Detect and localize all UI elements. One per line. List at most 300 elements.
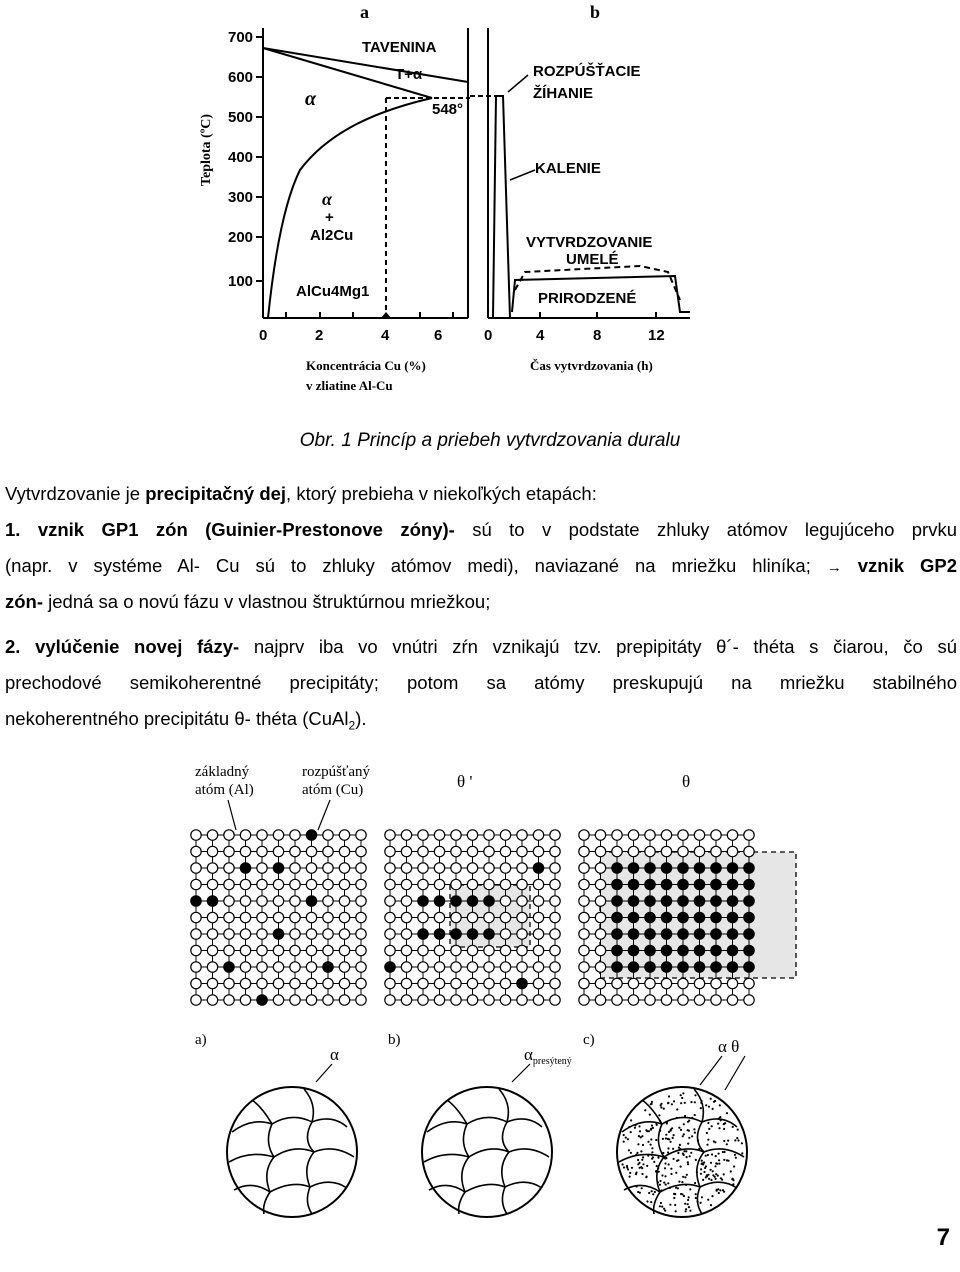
base-atom: [434, 863, 444, 873]
base-atom: [451, 879, 461, 889]
precipitate-dot: [711, 1195, 713, 1197]
base-atom: [500, 945, 510, 955]
precipitate-dot: [627, 1138, 629, 1140]
item2-line2: [5, 665, 957, 701]
solute-atom: [711, 879, 721, 889]
precipitate-dot: [714, 1165, 716, 1167]
solute-atom: [694, 879, 704, 889]
label-base-2: atóm (Al): [195, 782, 254, 798]
precipitate-dot: [684, 1102, 686, 1104]
base-atom: [533, 995, 543, 1005]
label-plus: +: [325, 209, 334, 226]
base-atom: [595, 929, 605, 939]
precipitate-dot: [708, 1106, 710, 1108]
precipitate-dot: [666, 1121, 668, 1123]
base-atom: [451, 978, 461, 988]
precipitate-dot: [663, 1208, 665, 1210]
base-atom: [628, 830, 638, 840]
precipitate-dot: [705, 1155, 707, 1157]
x-title-a-2: v zliatine Al-Cu: [306, 378, 393, 393]
base-atom: [385, 896, 395, 906]
base-atom: [533, 879, 543, 889]
base-atom: [727, 846, 737, 856]
precipitate-dot: [712, 1170, 714, 1172]
base-atom: [224, 945, 234, 955]
precipitate-dot: [707, 1199, 709, 1201]
precipitate-dot: [671, 1103, 673, 1105]
precipitate-dot: [660, 1106, 662, 1108]
solute-atom: [612, 863, 622, 873]
precipitate-dot: [732, 1178, 734, 1180]
precipitate-dot: [660, 1189, 662, 1191]
precipitate-dot: [741, 1152, 743, 1154]
base-atom: [290, 978, 300, 988]
precipitate-dot: [650, 1138, 652, 1140]
solute-atom: [744, 945, 754, 955]
item1-line3-text: jedná sa o novú fázu v vlastnou štruktúrnou mriežkou;: [43, 591, 491, 612]
precipitate-dot: [700, 1168, 702, 1170]
grain-circle: [227, 1087, 357, 1217]
precipitate-dot: [678, 1127, 680, 1129]
base-atom: [517, 896, 527, 906]
precipitate-dot: [686, 1174, 688, 1176]
solute-atom: [694, 896, 704, 906]
precipitate-dot: [716, 1189, 718, 1191]
item2-line1: [5, 629, 957, 665]
base-atom: [645, 995, 655, 1005]
precipitate-dot: [654, 1191, 656, 1193]
solute-atom: [694, 945, 704, 955]
precipitate-dot: [700, 1173, 702, 1175]
precipitate-dot: [657, 1167, 659, 1169]
base-atom: [579, 912, 589, 922]
solute-atom: [628, 945, 638, 955]
base-atom: [191, 929, 201, 939]
precipitate-dot: [650, 1201, 652, 1203]
solute-atom: [612, 945, 622, 955]
base-atom: [500, 863, 510, 873]
base-atom: [323, 995, 333, 1005]
base-atom: [273, 846, 283, 856]
precipitate-dot: [640, 1150, 642, 1152]
precipitate-dot: [718, 1153, 720, 1155]
base-atom: [207, 929, 217, 939]
item2-line2-text: prechodové semikoherentné precipitáty; potom sa atómy preskupujú na mriežku stabilného: [5, 672, 957, 693]
base-atom: [467, 879, 477, 889]
precipitate-dot: [678, 1149, 680, 1151]
base-atom: [401, 879, 411, 889]
base-atom: [306, 978, 316, 988]
solute-atom: [661, 912, 671, 922]
base-atom: [628, 995, 638, 1005]
precipitate-dot: [723, 1173, 725, 1175]
base-atom: [595, 896, 605, 906]
base-atom: [579, 830, 589, 840]
y-tick-700: 700: [228, 29, 254, 46]
base-atom: [306, 912, 316, 922]
x-title-b: Čas vytvrdzovania (h): [530, 358, 653, 373]
precipitate-dot: [736, 1137, 738, 1139]
precipitate-dot: [679, 1144, 681, 1146]
base-atom: [550, 863, 560, 873]
precipitate-dot: [622, 1163, 624, 1165]
base-atom: [240, 846, 250, 856]
base-atom: [727, 978, 737, 988]
solute-atom: [467, 896, 477, 906]
base-atom: [595, 945, 605, 955]
item1-line2-text: (napr. v systéme Al- Cu sú to zhluky atómov medi), naviazané na mriežku hliníka;: [5, 555, 811, 576]
precipitate-dot: [713, 1101, 715, 1103]
precipitate-dot: [695, 1159, 697, 1161]
solute-atom: [678, 863, 688, 873]
solute-atom: [434, 929, 444, 939]
heat-treatment-figure: [0, 0, 960, 420]
precipitate-dot: [726, 1112, 728, 1114]
solute-atom: [612, 912, 622, 922]
solute-atom: [484, 929, 494, 939]
base-atom: [240, 978, 250, 988]
base-atom: [385, 830, 395, 840]
precipitate-dot: [658, 1114, 660, 1116]
base-atom: [207, 879, 217, 889]
precipitate-dot: [733, 1165, 735, 1167]
precipitate-dot: [628, 1149, 630, 1151]
base-atom: [579, 962, 589, 972]
base-atom: [385, 863, 395, 873]
solute-atom: [418, 896, 428, 906]
base-atom: [306, 863, 316, 873]
base-atom: [418, 863, 428, 873]
base-atom: [418, 830, 428, 840]
precipitate-dot: [635, 1173, 637, 1175]
grain-circles: [227, 1087, 747, 1217]
precipitate-dot: [685, 1208, 687, 1210]
precipitate-dot: [719, 1104, 721, 1106]
base-atom: [191, 879, 201, 889]
base-atom: [711, 978, 721, 988]
precipitate-dot: [628, 1126, 630, 1128]
base-atom: [533, 912, 543, 922]
label-base-1: základný: [195, 764, 250, 780]
base-atom: [678, 830, 688, 840]
precipitate-dot: [647, 1155, 649, 1157]
base-atom: [191, 962, 201, 972]
base-atom: [290, 945, 300, 955]
precipitate-dot: [663, 1182, 665, 1184]
base-atom: [550, 929, 560, 939]
precipitate-dot: [670, 1141, 672, 1143]
base-atom: [678, 995, 688, 1005]
item2-line3-text: nekoherentného precipitátu θ- théta (CuAl: [5, 708, 349, 729]
base-atom: [579, 896, 589, 906]
base-atom: [191, 912, 201, 922]
precipitate-dot: [658, 1171, 660, 1173]
precipitate-dot: [674, 1204, 676, 1206]
base-atom: [207, 863, 217, 873]
solute-atom: [744, 879, 754, 889]
precipitate-dot: [682, 1092, 684, 1094]
base-atom: [434, 995, 444, 1005]
precipitate-dot: [645, 1176, 647, 1178]
base-atom: [550, 945, 560, 955]
base-atom: [612, 995, 622, 1005]
figure-caption: Obr. 1 Princíp a priebeh vytvrdzovania duralu: [299, 430, 681, 451]
base-atom: [339, 945, 349, 955]
label-zihanie: ŽÍHANIE: [533, 85, 593, 102]
precipitate-dot: [682, 1135, 684, 1137]
lattice-grids: [191, 830, 754, 1005]
precipitate-dot: [641, 1167, 643, 1169]
precipitate-dot: [671, 1127, 673, 1129]
base-atom: [356, 846, 366, 856]
solute-atom: [385, 962, 395, 972]
base-atom: [451, 995, 461, 1005]
label-kalenie: KALENIE: [535, 160, 601, 177]
base-atom: [595, 962, 605, 972]
precipitate-dot: [732, 1126, 734, 1128]
precipitate-dot: [664, 1175, 666, 1177]
precipitate-dot: [672, 1148, 674, 1150]
precipitate-dot: [697, 1201, 699, 1203]
solute-atom: [645, 879, 655, 889]
precipitate-dot: [694, 1182, 696, 1184]
base-atom: [579, 879, 589, 889]
base-atom: [595, 846, 605, 856]
precipitate-dot: [688, 1137, 690, 1139]
precipitate-dot: [694, 1101, 696, 1103]
precipitate-dot: [662, 1138, 664, 1140]
paragraph-intro: [5, 476, 957, 512]
base-atom: [290, 962, 300, 972]
precipitate-dot: [707, 1154, 709, 1156]
precipitate-dot: [668, 1095, 670, 1097]
base-atom: [191, 830, 201, 840]
base-atom: [678, 846, 688, 856]
label-al2cu: Al2Cu: [310, 227, 354, 244]
solute-atom: [711, 962, 721, 972]
base-atom: [517, 945, 527, 955]
base-atom: [339, 830, 349, 840]
y-tick-400: 400: [228, 149, 254, 166]
base-atom: [191, 995, 201, 1005]
base-atom: [290, 846, 300, 856]
precipitate-dot: [726, 1143, 728, 1145]
precipitate-dot: [623, 1141, 625, 1143]
solute-atom: [645, 912, 655, 922]
solute-atom: [628, 863, 638, 873]
precipitate-dot: [710, 1179, 712, 1181]
precipitate-dot: [702, 1179, 704, 1181]
y-tick-500: 500: [228, 109, 254, 126]
precipitate-dot: [688, 1130, 690, 1132]
solute-atom: [240, 863, 250, 873]
base-atom: [595, 830, 605, 840]
solute-atom: [645, 962, 655, 972]
base-atom: [517, 929, 527, 939]
precipitate-dot: [642, 1163, 644, 1165]
precipitate-dot: [626, 1165, 628, 1167]
precipitate-dot: [630, 1119, 632, 1121]
solute-atom: [628, 962, 638, 972]
precipitate-dot: [629, 1176, 631, 1178]
base-atom: [434, 945, 444, 955]
solute-atom: [612, 929, 622, 939]
precipitate-dot: [703, 1171, 705, 1173]
base-atom: [356, 945, 366, 955]
base-atom: [612, 830, 622, 840]
solute-atom: [744, 962, 754, 972]
base-atom: [356, 995, 366, 1005]
solute-atom: [191, 896, 201, 906]
base-atom: [385, 912, 395, 922]
base-atom: [579, 945, 589, 955]
precipitate-dot: [718, 1159, 720, 1161]
precipitate-dot: [680, 1094, 682, 1096]
base-atom: [744, 830, 754, 840]
base-atom: [356, 863, 366, 873]
precipitate-dot: [667, 1138, 669, 1140]
x-tick-b-0: 0: [484, 327, 493, 344]
precipitate-dot: [664, 1157, 666, 1159]
base-atom: [257, 978, 267, 988]
x-title-a-1: Koncentrácia Cu (%): [306, 358, 426, 373]
precipitate-dot: [680, 1129, 682, 1131]
base-atom: [306, 962, 316, 972]
precipitate-dot: [677, 1152, 679, 1154]
precipitate-dot: [664, 1167, 666, 1169]
grain-circle: [422, 1087, 552, 1217]
precipitate-dot: [673, 1197, 675, 1199]
base-atom: [273, 879, 283, 889]
precipitate-dot: [707, 1122, 709, 1124]
precipitate-dot: [682, 1176, 684, 1178]
solute-atom: [727, 896, 737, 906]
precipitate-dot: [684, 1176, 686, 1178]
precipitate-dot: [737, 1129, 739, 1131]
precipitate-dot: [678, 1181, 680, 1183]
base-atom: [339, 929, 349, 939]
precipitate-dot: [687, 1199, 689, 1201]
precipitate-dot: [693, 1128, 695, 1130]
base-atom: [533, 830, 543, 840]
precipitate-dot: [650, 1129, 652, 1131]
base-atom: [533, 945, 543, 955]
base-atom: [727, 995, 737, 1005]
solute-atom: [678, 962, 688, 972]
precipitate-dot: [652, 1127, 654, 1129]
base-atom: [257, 879, 267, 889]
precipitate-dot: [662, 1152, 664, 1154]
label-rozpustacie: ROZPÚŠŤACIE: [533, 63, 641, 80]
base-atom: [579, 995, 589, 1005]
base-atom: [306, 929, 316, 939]
solute-atom: [744, 912, 754, 922]
precipitate-dot: [717, 1175, 719, 1177]
precipitate-dot: [694, 1132, 696, 1134]
precipitate-dot: [651, 1154, 653, 1156]
base-atom: [434, 978, 444, 988]
base-atom: [500, 879, 510, 889]
base-atom: [401, 929, 411, 939]
solute-atom: [628, 912, 638, 922]
precipitate-dot: [683, 1133, 685, 1135]
label-alpha: α: [305, 88, 317, 110]
solute-atom: [694, 962, 704, 972]
label-alpha-b: [524, 1045, 572, 1067]
base-atom: [484, 978, 494, 988]
precipitate-dot: [650, 1144, 652, 1146]
base-atom: [306, 846, 316, 856]
base-atom: [290, 879, 300, 889]
x-tick-b-8: 8: [593, 327, 602, 344]
precipitate-dot: [726, 1159, 728, 1161]
precipitate-dot: [670, 1173, 672, 1175]
base-atom: [240, 945, 250, 955]
base-atom: [290, 896, 300, 906]
precipitate-dot: [700, 1202, 702, 1204]
precipitate-dot: [718, 1118, 720, 1120]
base-atom: [645, 846, 655, 856]
solute-atom: [711, 863, 721, 873]
base-atom: [401, 995, 411, 1005]
precipitate-dot: [723, 1140, 725, 1142]
x-tick-a-4: 4: [381, 327, 390, 344]
precipitate-dot: [683, 1195, 685, 1197]
precipitate-dot: [651, 1101, 653, 1103]
base-atom: [645, 830, 655, 840]
precipitate-dot: [706, 1174, 708, 1176]
precipitate-dot: [667, 1147, 669, 1149]
solute-atom: [711, 945, 721, 955]
base-atom: [467, 846, 477, 856]
precipitate-dot: [712, 1108, 714, 1110]
base-atom: [323, 846, 333, 856]
base-atom: [401, 846, 411, 856]
base-atom: [257, 945, 267, 955]
precipitate-dot: [701, 1100, 703, 1102]
base-atom: [694, 978, 704, 988]
panel-b-label: b: [590, 2, 601, 22]
base-atom: [207, 978, 217, 988]
precipitate-dot: [687, 1143, 689, 1145]
precipitate-dot: [675, 1210, 677, 1212]
base-atom: [273, 912, 283, 922]
precipitate-dot: [655, 1139, 657, 1141]
solute-atom: [727, 962, 737, 972]
solute-atom: [744, 896, 754, 906]
base-atom: [550, 912, 560, 922]
base-atom: [339, 995, 349, 1005]
base-atom: [418, 995, 428, 1005]
precipitate-dot: [681, 1181, 683, 1183]
precipitate-dot: [651, 1190, 653, 1192]
precipitate-dot: [688, 1196, 690, 1198]
solute-atom: [645, 896, 655, 906]
precipitate-dot: [680, 1166, 682, 1168]
precipitate-dot: [722, 1151, 724, 1153]
base-atom: [612, 978, 622, 988]
precipitate-dot: [732, 1183, 734, 1185]
precipitate-dot: [623, 1134, 625, 1136]
solute-atom: [612, 962, 622, 972]
base-atom: [385, 846, 395, 856]
label-alpha-theta: α θ: [718, 1037, 740, 1056]
precipitate-dot: [680, 1102, 682, 1104]
precipitate-dot: [686, 1156, 688, 1158]
solute-atom: [727, 879, 737, 889]
base-atom: [257, 830, 267, 840]
precipitate-dot: [691, 1135, 693, 1137]
